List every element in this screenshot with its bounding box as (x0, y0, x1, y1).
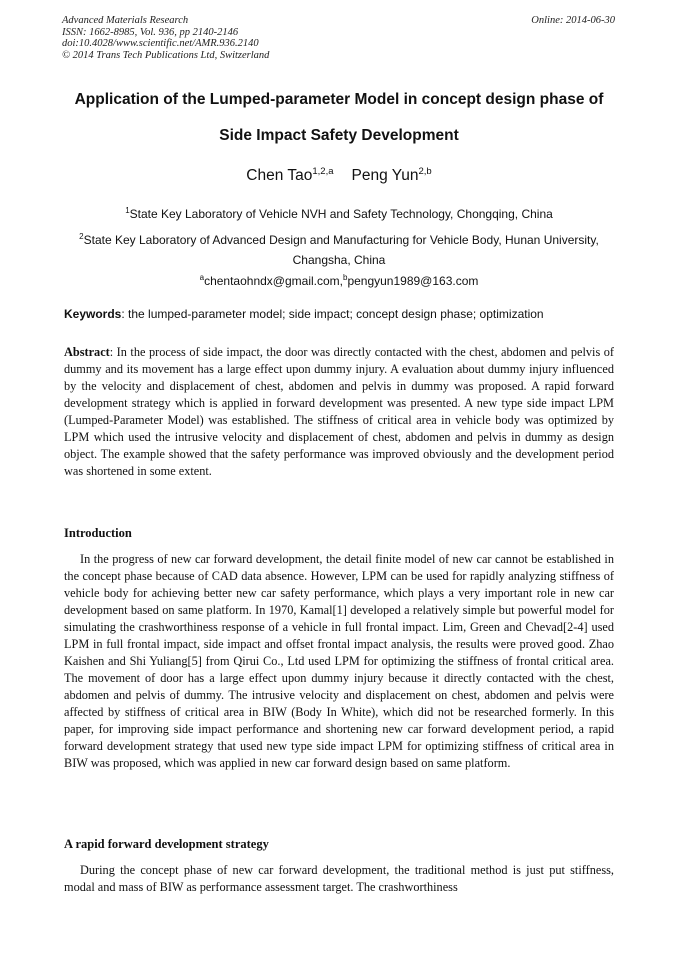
email-link: chentaohndx@gmail.com, (204, 274, 343, 288)
author-emails (60, 268, 618, 291)
copyright-line: © 2014 Trans Tech Publications Ltd, Switzerland (62, 49, 270, 61)
email-link: pengyun1989@163.com (347, 274, 479, 288)
affiliation-2 (60, 227, 618, 270)
section-heading-introduction: Introduction (64, 526, 132, 540)
section-heading-strategy: A rapid forward development strategy (64, 837, 269, 851)
abstract-text: : In the process of side impact, the door was directly contacted with the chest, abdomen and pelvis of dummy and its movement has a large effect upon dummy injury. A evaluation about dummy injury influenced by the velocity and displacement of chest, abdomen and pelvis in dummy was proposed. A rapid forward development strategy which is applied in forward development was presented. A new type side impact LPM (Lumped-Parameter Model) was established. The stiffness of critical area in vehicle body was optimized by LPM which used the intrusive velocity and displacement of chest, abdomen and pelvis in dummy as design object. The example showed that the safety performance was improved obviously and the development period was shortened in some extent. (64, 345, 614, 478)
issn-line: ISSN: 1662-8985, Vol. 936, pp 2140-2146 (62, 26, 239, 38)
keywords-text: : the lumped-parameter model; side impact; concept design phase; optimization (121, 307, 544, 321)
email-marker: a (199, 273, 205, 282)
doi-line: doi:10.4028/www.scientific.net/AMR.936.2140 (62, 38, 259, 50)
affiliation-text: Changsha, China (292, 253, 386, 267)
author-list (40, 166, 638, 185)
keywords-label: Keywords (64, 307, 122, 321)
paper-title-line-1: Application of the Lumped-parameter Model in concept design phase of (74, 91, 604, 108)
strategy-paragraph: During the concept phase of new car forward development, the traditional method is just put stiffness, modal and mass of BIW as performance assessment target. The crashworthiness (64, 863, 614, 894)
affiliation-marker: 2 (79, 232, 84, 241)
affiliation-marker: 1 (125, 206, 130, 215)
author-superscript: 2,b (418, 166, 432, 177)
journal-header (62, 15, 269, 61)
journal-name: Advanced Materials Research (62, 15, 189, 26)
email-marker: b (342, 273, 348, 282)
affiliation-text: State Key Laboratory of Vehicle NVH and Safety Technology, Chongqing, China (129, 207, 553, 221)
paper-title-line-2: Side Impact Safety Development (219, 127, 459, 144)
author-name: Peng Yun (351, 167, 419, 185)
affiliation-text: State Key Laboratory of Advanced Design and Manufacturing for Vehicle Body, Hunan University, (83, 233, 599, 247)
affiliation-1 (60, 201, 618, 224)
keywords (64, 307, 616, 321)
introduction-paragraph: In the progress of new car forward development, the detail finite model of new car cannot be established in the concept phase because of CAD data absence. However, LPM can be used for rapidly analyzing stiffness of vehicle body for achieving better new car safety performance, which plays a very important role in new car development based on same platform. In 1970, Kamal[1] developed a relatively simple but powerful model for simulating the crashworthiness response of a vehicle in full frontal impact. Lim, Green and Chevad[2-4] used LPM in full frontal impact, side impact and offset frontal impact analysis, the results were proved good. Zhao Kaishen and Shi Yuliang[5] from Qirui Co., Ltd used LPM for optimizing the stiffness of frontal critical area. The movement of door has a large effect upon dummy injury because it directly contacted with the chest, abdomen and pelvis of dummy. The intrusive velocity and displacement on chest, abdomen and pelvis were affected by stiffness of critical area in BIW (Body In White), which did not be researched formerly. In this paper, for improving side impact performance and shortening new car forward development period, a rapid forward development strategy that used new type side impact LPM for optimizing stiffness of critical area in BIW was proposed, which was applied in new car forward design based on same platform. (64, 552, 614, 770)
author-superscript: 1,2,a (312, 166, 334, 177)
online-date: Online: 2014-06-30 (531, 15, 615, 26)
author-name: Chen Tao (246, 167, 313, 185)
abstract (64, 344, 614, 480)
abstract-label: Abstract (64, 345, 110, 359)
